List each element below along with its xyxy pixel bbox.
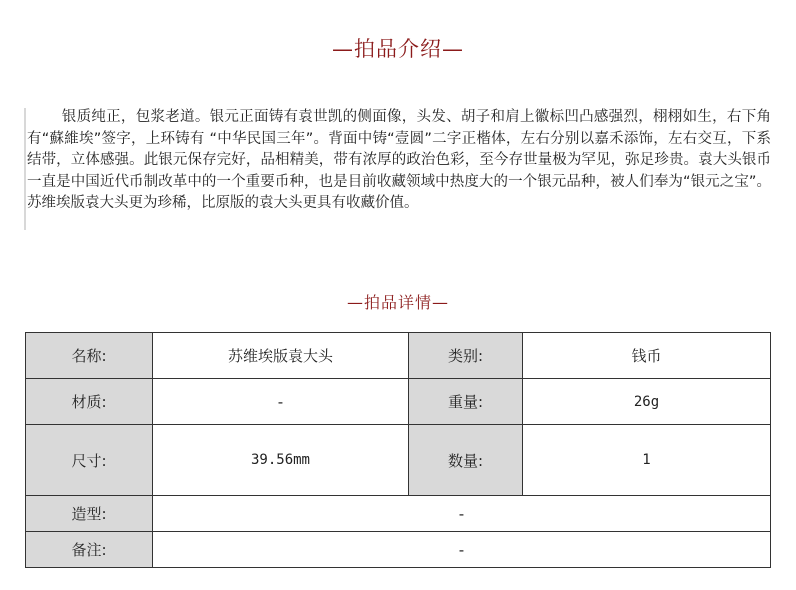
table-row (26, 333, 771, 379)
table-row (26, 379, 771, 425)
weight-label: 重量: (409, 379, 523, 425)
details-table (25, 332, 771, 568)
intro-description: 银质纯正，包浆老道。银元正面铸有袁世凯的侧面像，头发、胡子和肩上徽标凹凸感强烈，栩栩如生，右下角有“蘇維埃”签字，上环铸有 “中华民国三年”。背面中铸“壹圆”二字正楷体，左右分别以嘉禾添饰，左右交互，下系结带，立体感强。此银元保存完好，品相精美，带有浓厚的政治色彩，至今存世量极为罕见，弥足珍贵。袁大头银币一直是中国近代币制改革中的一个重要币种，也是目前收藏领域中热度大的一个银元品种，被人们奉为“银元之宝”。苏维埃版袁大头更为珍稀，比原版的袁大头更具有收藏价值。 (27, 109, 771, 211)
details-title: —拍品详情— (346, 293, 449, 312)
intro-left-divider (24, 108, 26, 230)
weight-value: 26g (523, 379, 771, 425)
name-label: 名称: (26, 333, 153, 379)
name-value: 苏维埃版袁大头 (153, 333, 409, 379)
table-row (26, 532, 771, 568)
shape-label: 造型: (26, 496, 153, 532)
intro-title: —拍品介绍— (332, 37, 464, 61)
size-value: 39.56mm (153, 425, 409, 496)
material-label: 材质: (26, 379, 153, 425)
quantity-label: 数量: (409, 425, 523, 496)
table-row (26, 496, 771, 532)
table-row (26, 425, 771, 496)
remarks-label: 备注: (26, 532, 153, 568)
material-value: - (153, 379, 409, 425)
shape-value: - (153, 496, 771, 532)
category-value: 钱币 (523, 333, 771, 379)
remarks-value: - (153, 532, 771, 568)
category-label: 类别: (409, 333, 523, 379)
quantity-value: 1 (523, 425, 771, 496)
size-label: 尺寸: (26, 425, 153, 496)
